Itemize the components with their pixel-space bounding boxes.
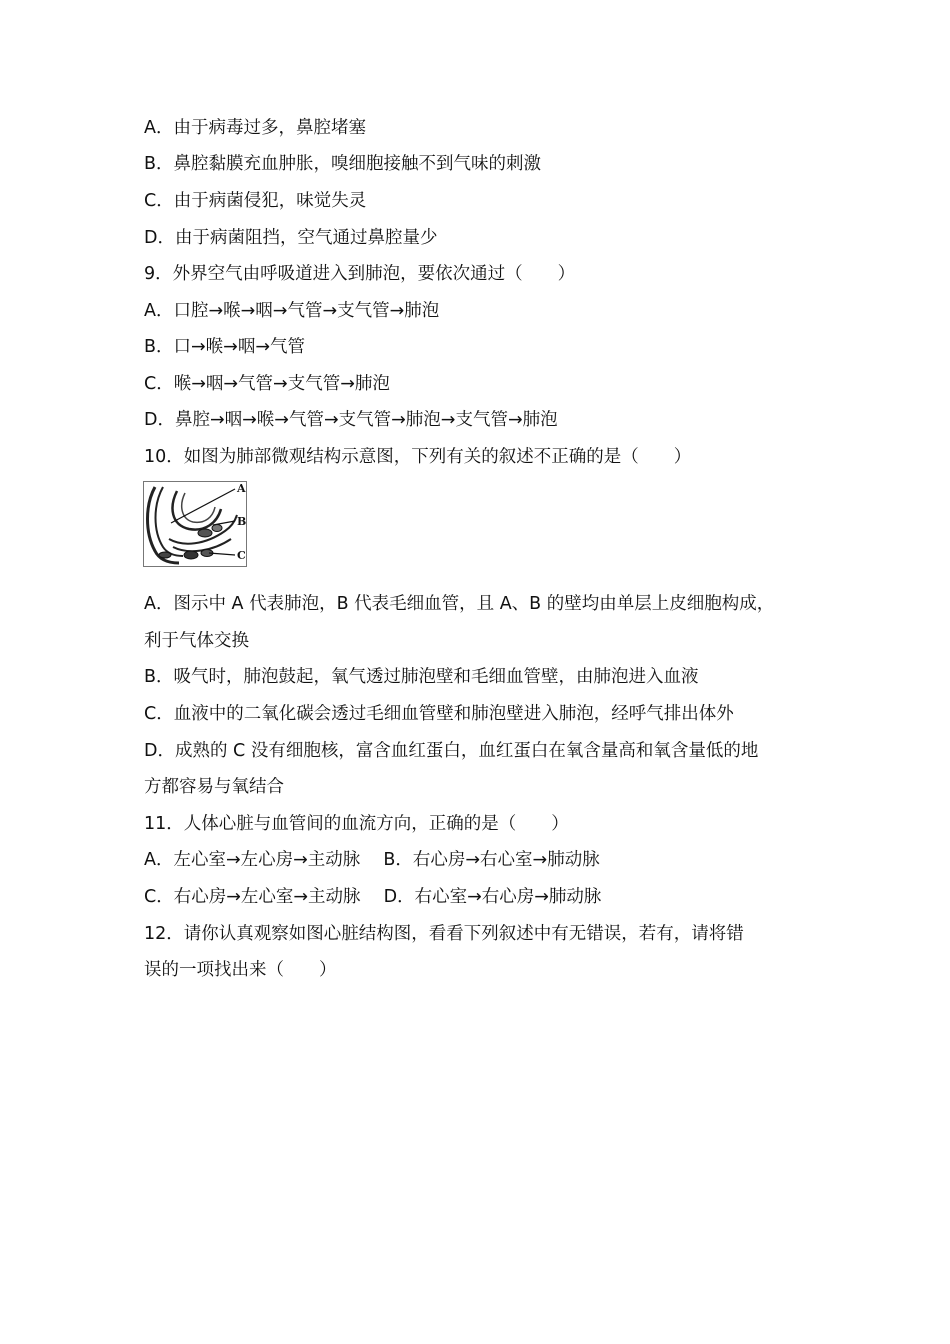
capillary-cell xyxy=(198,529,212,537)
label-c: C xyxy=(237,549,246,562)
q9-option-c: C．喉→咽→气管→支气管→肺泡 xyxy=(144,374,390,394)
label-b: B xyxy=(237,515,247,528)
capillary-cell xyxy=(212,525,222,532)
q10-option-a-line1: A．图示中 A 代表肺泡，B 代表毛细血管，且 A、B 的壁均由单层上皮细胞构成， xyxy=(144,594,775,614)
q11-options-cd: C．右心房→左心室→主动脉 D．右心室→右心房→肺动脉 xyxy=(144,887,602,907)
red-blood-cell xyxy=(159,552,171,558)
q8-option-d: D．由于病菌阻挡，空气通过鼻腔量少 xyxy=(144,228,438,248)
label-a: A xyxy=(237,482,246,495)
q11-stem: 11．人体心脏与血管间的血流方向，正确的是（ ） xyxy=(144,814,569,834)
q10-option-d-line1: D．成熟的 C 没有细胞核，富含血红蛋白，血红蛋白在氧含量高和氧含量低的地 xyxy=(144,741,759,761)
red-blood-cell xyxy=(184,551,198,559)
q8-option-a: A．由于病毒过多，鼻腔堵塞 xyxy=(144,118,366,138)
q9-option-d: D．鼻腔→咽→喉→气管→支气管→肺泡→支气管→肺泡 xyxy=(144,410,558,430)
q12-stem-line2: 误的一项找出来（ ） xyxy=(144,960,337,980)
q8-option-b: B．鼻腔黏膜充血肿胀，嗅细胞接触不到气味的刺激 xyxy=(144,154,542,174)
q9-option-b: B．口→喉→咽→气管 xyxy=(144,337,305,357)
lung-alveolus-diagram xyxy=(143,481,247,567)
q10-option-a-line2: 利于气体交换 xyxy=(144,631,249,651)
q8-option-c: C．由于病菌侵犯，味觉失灵 xyxy=(144,191,367,211)
q11-options-ab: A．左心室→左心房→主动脉 B．右心房→右心室→肺动脉 xyxy=(144,850,600,870)
q10-option-d-line2: 方都容易与氧结合 xyxy=(144,777,284,797)
q12-stem-line1: 12．请你认真观察如图心脏结构图，看看下列叙述中有无错误，若有，请将错 xyxy=(144,924,744,944)
q9-option-a: A．口腔→喉→咽→气管→支气管→肺泡 xyxy=(144,301,440,321)
q10-stem: 10．如图为肺部微观结构示意图，下列有关的叙述不正确的是（ ） xyxy=(144,447,692,467)
alveolus-diagram-svg xyxy=(143,481,247,567)
q10-option-b: B．吸气时，肺泡鼓起，氧气透过肺泡壁和毛细血管壁，由肺泡进入血液 xyxy=(144,667,699,687)
q9-stem: 9．外界空气由呼吸道进入到肺泡，要依次通过（ ） xyxy=(144,264,576,284)
q10-option-c: C．血液中的二氧化碳会透过毛细血管壁和肺泡壁进入肺泡，经呼气排出体外 xyxy=(144,704,734,724)
